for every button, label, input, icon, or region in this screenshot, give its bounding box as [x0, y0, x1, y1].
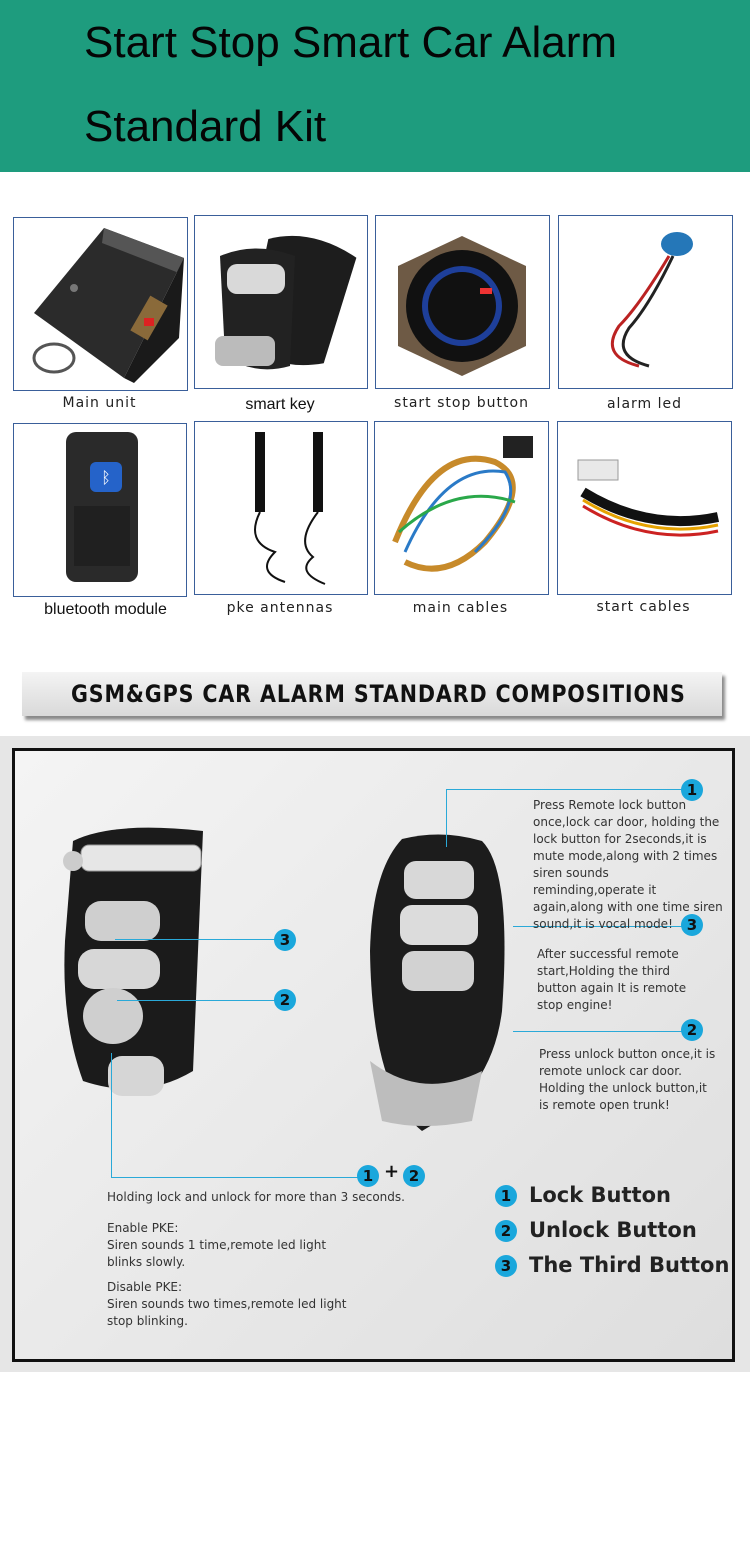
legend-num-1: 1: [495, 1185, 517, 1207]
enable-pke-title: Enable PKE:: [107, 1221, 179, 1235]
main-cables-image: [374, 421, 549, 595]
note-lock-button: Press Remote lock button once,lock car door, holding the lock button for 2seconds,it is mute mode,along with 2 times siren sounds reminding,operate it again,along with one time siren sound,it is vocal mode!: [533, 798, 723, 931]
marker-unlock-right: 2: [681, 1019, 703, 1041]
legend-lock-button: Lock Button: [529, 1183, 671, 1207]
kit-label-start-stop-button: start stop button: [394, 395, 529, 411]
marker-third-left: 3: [274, 929, 296, 951]
kit-label-smart-key: smart key: [245, 396, 315, 413]
kit-label-bluetooth-module: bluetooth module: [44, 601, 167, 618]
legend-num-2: 2: [495, 1220, 517, 1242]
main-unit-image: [13, 217, 188, 391]
kit-label-main-unit: Main unit: [62, 395, 137, 411]
marker-combo-unlock: 2: [403, 1165, 425, 1187]
svg-text:ᛒ: ᛒ: [101, 468, 111, 487]
flip-key-remote-image: [53, 821, 213, 1111]
kit-label-main-cables: main cables: [412, 600, 509, 616]
note-unlock-button: Press unlock button once,it is remote unlock car door. Holding the unlock button,it is remote open trunk!: [539, 1047, 716, 1112]
note-third-button: After successful remote start,Holding the third button again It is remote stop engine!: [537, 947, 687, 1012]
disable-pke-text: Siren sounds two times,remote led light stop blinking.: [107, 1297, 347, 1328]
remote-diagram-panel: [0, 736, 750, 1372]
section-banner-text: GSM&GPS CAR ALARM STANDARD COMPOSITIONS: [71, 680, 686, 708]
alarm-led-image: [558, 215, 733, 389]
pke-antennas-image: [194, 421, 368, 595]
legend-third-button: The Third Button: [529, 1253, 730, 1277]
page-title-line2: Standard Kit: [84, 102, 327, 151]
legend-unlock-button: Unlock Button: [529, 1218, 697, 1242]
marker-combo-lock: 1: [357, 1165, 379, 1187]
smart-key-image: [194, 215, 368, 389]
note-combo: Holding lock and unlock for more than 3 seconds.: [107, 1190, 405, 1204]
smart-key-remote-image: [362, 831, 522, 1131]
title-banner: [0, 0, 750, 172]
diagram-frame: [12, 748, 735, 1362]
combo-plus: +: [384, 1161, 400, 1182]
section-banner: [22, 672, 722, 716]
start-stop-button-image: [375, 215, 550, 389]
marker-lock-right: 1: [681, 779, 703, 801]
marker-third-right: 3: [681, 914, 703, 936]
legend-num-3: 3: [495, 1255, 517, 1277]
kit-label-alarm-led: alarm led: [606, 396, 683, 412]
enable-pke-text: Siren sounds 1 time,remote led light blinks slowly.: [107, 1238, 327, 1269]
page-title-line1: Start Stop Smart Car Alarm: [84, 18, 618, 67]
marker-unlock-left: 2: [274, 989, 296, 1011]
bluetooth-module-image: [13, 423, 187, 597]
kit-label-start-cables: start cables: [596, 599, 691, 615]
start-cables-image: [557, 421, 732, 595]
disable-pke-title: Disable PKE:: [107, 1280, 183, 1294]
kit-label-pke-antennas: pke antennas: [226, 600, 334, 616]
